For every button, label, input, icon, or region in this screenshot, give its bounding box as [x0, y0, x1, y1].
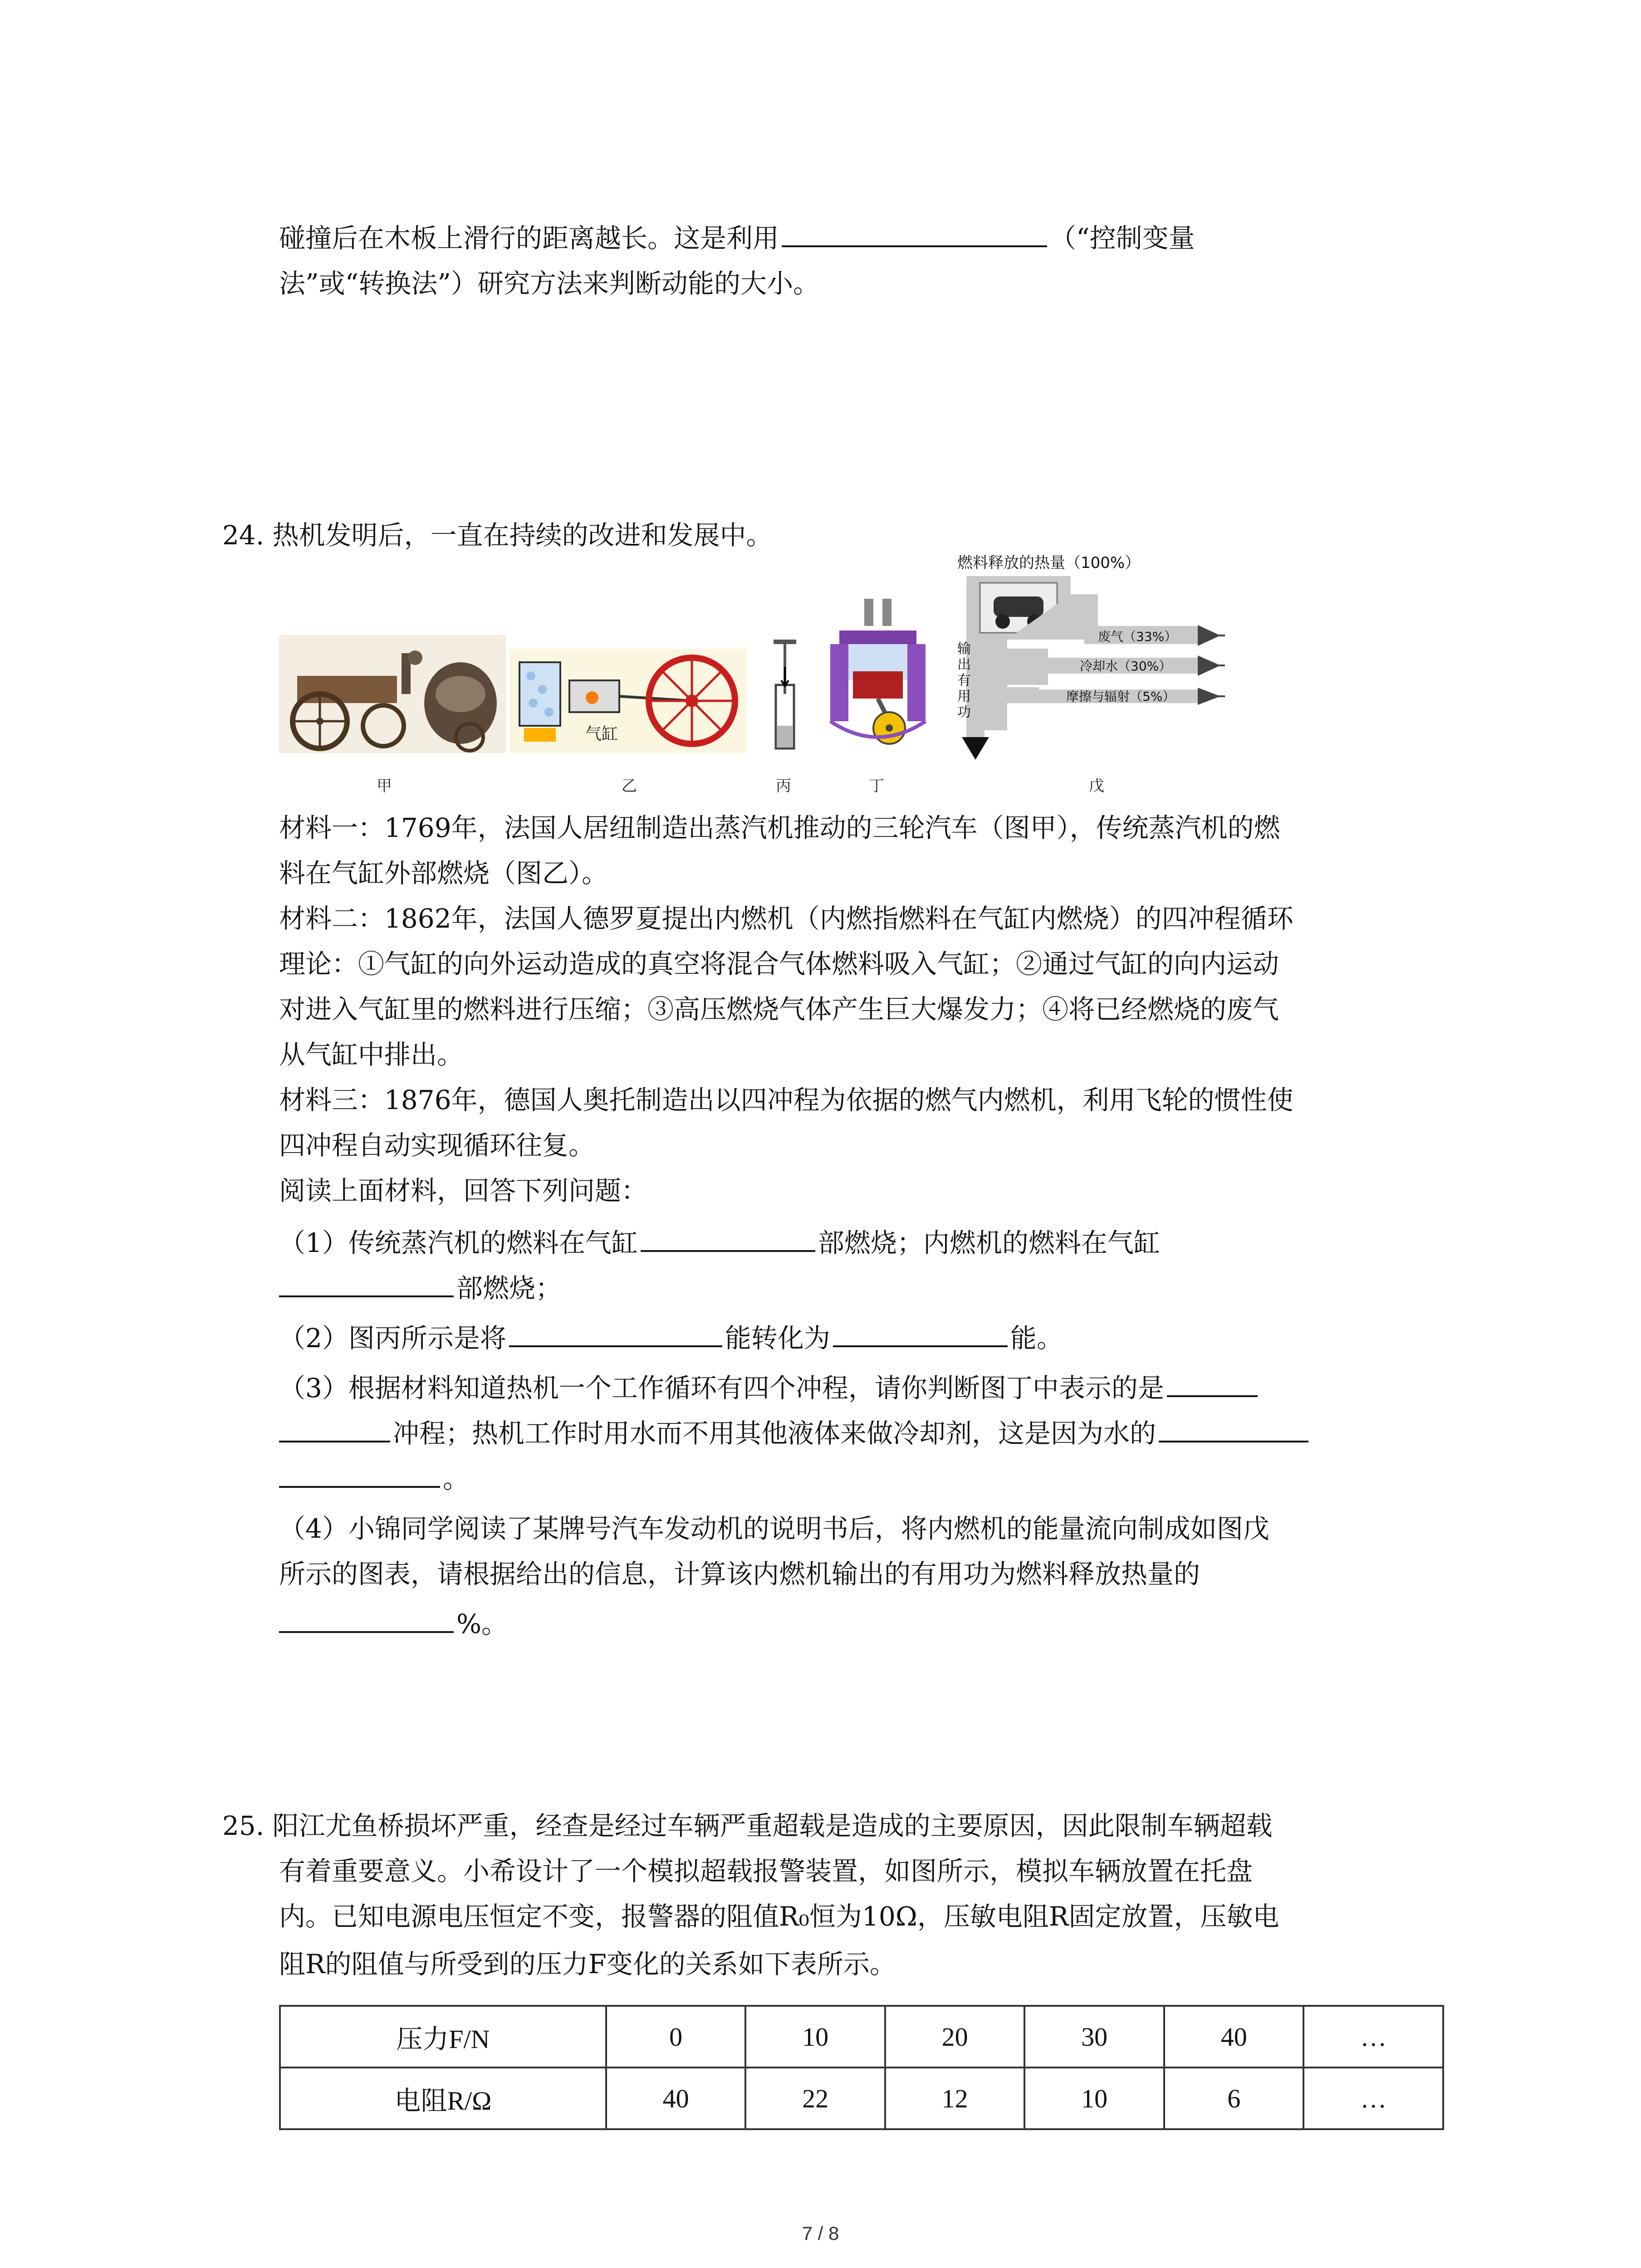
q24-p2-text-a: （2）图丙所示是将 [279, 1323, 506, 1354]
table-cell: 10 [1024, 2068, 1164, 2129]
caption-yi: 乙 [622, 777, 637, 795]
answer-blank[interactable] [782, 222, 1047, 247]
table-cell: 22 [745, 2068, 885, 2129]
pressure-resistance-table [279, 2005, 1444, 2130]
useful-char-5: 功 [957, 704, 971, 720]
q25-line-3: 内。已知电源电压恒定不变，报警器的阻值R₀恒为10Ω，压敏电阻R固定放置，压敏电 [279, 1901, 1279, 1932]
q25-line-1: 25. 阳江尤鱼桥损坏严重，经查是经过车辆严重超载是造成的主要原因，因此限制车辆超载 [222, 1810, 1273, 1841]
q24-p2-text-b: 能转化为 [725, 1323, 830, 1354]
answer-blank-p3-1-cont[interactable] [279, 1417, 390, 1442]
table-header-resistance: 电阻R/Ω [280, 2068, 606, 2129]
q24-p1-text-a: （1）传统蒸汽机的燃料在气缸 [279, 1227, 638, 1258]
table-header-force: 压力F/N [280, 2006, 606, 2068]
answer-blank-p3-2-cont[interactable] [279, 1462, 440, 1488]
q24-part-2 [279, 1320, 1063, 1356]
q24-p3-text-a: （3）根据材料知道热机一个工作循环有四个冲程，请你判断图丁中表示的是 [279, 1373, 1164, 1403]
table-row [280, 2006, 1443, 2068]
table-cell: 20 [885, 2006, 1025, 2068]
table-cell: … [1303, 2006, 1443, 2068]
table-cell: 40 [606, 2068, 746, 2129]
table-cell: 10 [745, 2006, 885, 2068]
table-cell: 0 [606, 2006, 746, 2068]
q24-part-4-line-1: （4）小锦同学阅读了某牌号汽车发动机的说明书后，将内燃机的能量流向制成如图戊 [279, 1513, 1269, 1544]
answer-blank-p3-2[interactable] [1159, 1417, 1308, 1442]
caption-ding: 丁 [869, 777, 884, 795]
q23-text-a: 碰撞后在木板上滑行的距离越长。这是利用 [279, 223, 779, 254]
q24-part-3-line-2 [279, 1415, 1311, 1452]
pump-figure [767, 635, 803, 753]
material-1-line-1: 材料一：1769年，法国人居纽制造出蒸汽机推动的三轮汽车（图甲），传统蒸汽机的燃 [279, 812, 1280, 843]
table-cell: 12 [885, 2068, 1025, 2129]
q25-line-2: 有着重要意义。小希设计了一个模拟超载报警装置，如图所示，模拟车辆放置在托盘 [279, 1856, 1253, 1887]
material-2-line-2: 理论：①气缸的向外运动造成的真空将混合气体燃料吸入气缸；②通过气缸的向内运动 [279, 948, 1279, 979]
q24-part-3-line-1 [279, 1370, 1260, 1406]
steam-engine-figure [510, 649, 746, 753]
q24-p4-text-c: %。 [456, 1608, 508, 1639]
table-cell: … [1303, 2068, 1443, 2129]
friction-label: 摩擦与辐射（5%） [1066, 689, 1176, 704]
caption-wu: 戊 [1089, 777, 1104, 795]
answer-blank-p1-1[interactable] [641, 1227, 815, 1252]
useful-char-1: 输 [957, 641, 971, 657]
table-cell: 6 [1164, 2068, 1304, 2129]
waste-gas-label: 废气（33%） [1098, 629, 1177, 644]
page-number: 7 / 8 [802, 2223, 839, 2244]
table-cell: 40 [1164, 2006, 1304, 2068]
steam-tricycle-figure [279, 635, 506, 753]
caption-bing: 丙 [776, 777, 791, 795]
cylinder-label: 气缸 [585, 725, 618, 743]
material-2-line-1: 材料二：1862年，法国人德罗夏提出内燃机（内燃指燃料在气缸内燃烧）的四冲程循环 [279, 903, 1293, 934]
material-2-line-3: 对进入气缸里的燃料进行压缩；③高压燃烧气体产生巨大爆发力；④将已经燃烧的废气 [279, 994, 1279, 1025]
q24-intro: 24. 热机发明后，一直在持续的改进和发展中。 [222, 520, 773, 551]
q23-text-b: （“控制变量 [1050, 223, 1195, 254]
energy-flow-figure [953, 553, 1239, 762]
useful-char-4: 用 [957, 689, 971, 704]
table-row [280, 2068, 1443, 2129]
answer-blank-p1-2[interactable] [279, 1272, 454, 1297]
caption-jia: 甲 [377, 777, 392, 795]
answer-blank-p4[interactable] [279, 1608, 454, 1633]
q24-p2-text-c: 能。 [1010, 1323, 1063, 1354]
q24-part-3-line-3 [279, 1461, 469, 1497]
useful-char-2: 出 [957, 657, 971, 673]
read-instruction: 阅读上面材料，回答下列问题： [279, 1175, 648, 1206]
q23-line-2: 法”或“转换法”）研究方法来判断动能的大小。 [279, 268, 819, 299]
coolant-label: 冷却水（30%） [1080, 659, 1172, 674]
answer-blank-p2-1[interactable] [509, 1322, 722, 1347]
q24-p1-text-b: 部燃烧；内燃机的燃料在气缸 [818, 1227, 1160, 1258]
energy-total-label: 燃料释放的热量（100%） [957, 554, 1141, 572]
q24-p3-text-b: 冲程；热机工作时用水而不用其他液体来做冷却剂，这是因为水的 [393, 1418, 1156, 1449]
q24-part-1-line-1 [279, 1225, 1160, 1261]
table-cell: 30 [1024, 2006, 1164, 2068]
material-3-line-1: 材料三：1876年，德国人奥托制造出以四冲程为依据的燃气内燃机，利用飞轮的惯性使 [279, 1085, 1293, 1115]
answer-blank-p3-1[interactable] [1167, 1372, 1258, 1397]
engine-cylinder-figure [821, 599, 935, 753]
useful-char-3: 有 [957, 673, 971, 689]
q23-line-1 [279, 220, 1195, 256]
material-3-line-2: 四冲程自动实现循环往复。 [279, 1130, 595, 1161]
q24-p3-text-c: 。 [443, 1463, 470, 1494]
q24-p1-text-c: 部燃烧； [456, 1273, 562, 1304]
q24-part-4-line-3 [279, 1606, 508, 1642]
material-1-line-2: 料在气缸外部燃烧（图乙）。 [279, 858, 608, 889]
answer-blank-p2-2[interactable] [833, 1322, 1008, 1347]
q24-part-4-line-2: 所示的图表，请根据给出的信息，计算该内燃机输出的有用功为燃料释放热量的 [279, 1559, 1200, 1589]
q25-line-4: 阻R的阻值与所受到的压力F变化的关系如下表所示。 [279, 1949, 896, 1980]
q24-part-1-line-2 [279, 1270, 562, 1306]
material-2-line-4: 从气缸中排出。 [279, 1039, 464, 1070]
